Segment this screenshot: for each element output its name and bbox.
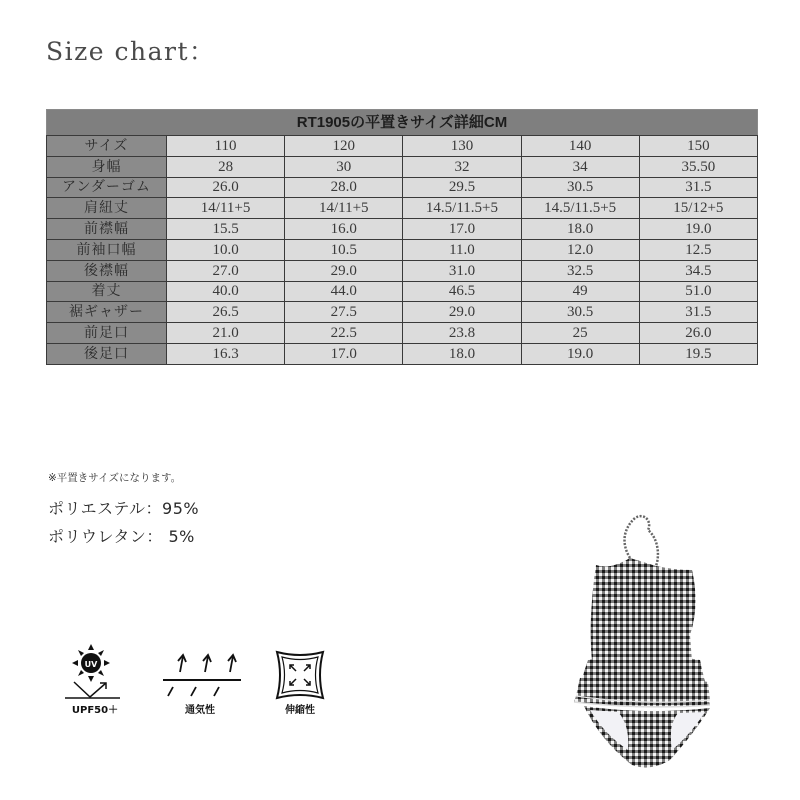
cell: 44.0 bbox=[285, 281, 403, 302]
feature-breathable bbox=[155, 640, 245, 720]
cell: 23.8 bbox=[403, 323, 521, 344]
row-label: 着丈 bbox=[47, 281, 167, 302]
row-label: 後襟幅 bbox=[47, 260, 167, 281]
material-polyester: ポリエステル：95% bbox=[48, 499, 200, 518]
cell: 16.0 bbox=[285, 219, 403, 240]
cell: 30.5 bbox=[521, 177, 639, 198]
cell: 28 bbox=[167, 156, 285, 177]
cell: 26.5 bbox=[167, 302, 285, 323]
cell: 14/11+5 bbox=[285, 198, 403, 219]
row-label: 前足口 bbox=[47, 323, 167, 344]
cell: 40.0 bbox=[167, 281, 285, 302]
cell: 15/12+5 bbox=[639, 198, 757, 219]
feature-uv bbox=[50, 640, 140, 720]
cell: 29.5 bbox=[403, 177, 521, 198]
feature-stretch bbox=[255, 640, 345, 720]
cell: 27.5 bbox=[285, 302, 403, 323]
cell: 14.5/11.5+5 bbox=[403, 198, 521, 219]
cell: 22.5 bbox=[285, 323, 403, 344]
cell: 46.5 bbox=[403, 281, 521, 302]
row-label: アンダーゴム bbox=[47, 177, 167, 198]
size-header: 150 bbox=[639, 136, 757, 157]
row-label: 後足口 bbox=[47, 343, 167, 364]
feature-label: 通気性 bbox=[185, 705, 215, 716]
table-row bbox=[47, 343, 758, 364]
cell: 26.0 bbox=[167, 177, 285, 198]
cell: 25 bbox=[521, 323, 639, 344]
cell: 29.0 bbox=[285, 260, 403, 281]
cell: 28.0 bbox=[285, 177, 403, 198]
cell: 12.0 bbox=[521, 239, 639, 260]
cell: 30.5 bbox=[521, 302, 639, 323]
cell: 17.0 bbox=[285, 343, 403, 364]
cell: 11.0 bbox=[403, 239, 521, 260]
page-title: Size chart： bbox=[46, 37, 216, 66]
size-header: 120 bbox=[285, 136, 403, 157]
svg-text:UV: UV bbox=[84, 660, 98, 669]
cell: 31.0 bbox=[403, 260, 521, 281]
cell: 34.5 bbox=[639, 260, 757, 281]
row-label: サイズ bbox=[47, 136, 167, 157]
stretch-square-icon bbox=[255, 640, 345, 702]
size-header: 130 bbox=[403, 136, 521, 157]
feature-label: UPF50＋ bbox=[71, 705, 119, 716]
cell: 17.0 bbox=[403, 219, 521, 240]
cell: 34 bbox=[521, 156, 639, 177]
table-header-row bbox=[47, 136, 758, 157]
table-caption: RT1905の平置きサイズ詳細CM bbox=[47, 110, 758, 136]
size-header: 140 bbox=[521, 136, 639, 157]
cell: 19.0 bbox=[639, 219, 757, 240]
cell: 21.0 bbox=[167, 323, 285, 344]
cell: 31.5 bbox=[639, 177, 757, 198]
cell: 14.5/11.5+5 bbox=[521, 198, 639, 219]
cell: 51.0 bbox=[639, 281, 757, 302]
cell: 19.5 bbox=[639, 343, 757, 364]
breathable-arrows-icon bbox=[155, 640, 245, 702]
row-label: 前袖口幅 bbox=[47, 239, 167, 260]
row-label: 前襟幅 bbox=[47, 219, 167, 240]
cell: 31.5 bbox=[639, 302, 757, 323]
table-row bbox=[47, 239, 758, 260]
table-row bbox=[47, 198, 758, 219]
cell: 16.3 bbox=[167, 343, 285, 364]
cell: 12.5 bbox=[639, 239, 757, 260]
row-label: 身幅 bbox=[47, 156, 167, 177]
cell: 49 bbox=[521, 281, 639, 302]
table-row bbox=[47, 177, 758, 198]
cell: 10.0 bbox=[167, 239, 285, 260]
table-row bbox=[47, 260, 758, 281]
cell: 32 bbox=[403, 156, 521, 177]
cell: 27.0 bbox=[167, 260, 285, 281]
feature-label: 伸縮性 bbox=[285, 705, 315, 716]
gingham-swimsuit-image bbox=[560, 510, 720, 780]
cell: 35.50 bbox=[639, 156, 757, 177]
size-table bbox=[46, 109, 758, 365]
uv-sun-icon bbox=[50, 640, 140, 702]
row-label: 裾ギャザー bbox=[47, 302, 167, 323]
table-row bbox=[47, 156, 758, 177]
cell: 10.5 bbox=[285, 239, 403, 260]
cell: 26.0 bbox=[639, 323, 757, 344]
cell: 29.0 bbox=[403, 302, 521, 323]
flat-measurement-note: ※平置きサイズになります。 bbox=[48, 472, 182, 484]
cell: 19.0 bbox=[521, 343, 639, 364]
table-row bbox=[47, 323, 758, 344]
size-header: 110 bbox=[167, 136, 285, 157]
row-label: 肩紐丈 bbox=[47, 198, 167, 219]
cell: 30 bbox=[285, 156, 403, 177]
table-row bbox=[47, 302, 758, 323]
cell: 32.5 bbox=[521, 260, 639, 281]
table-row bbox=[47, 219, 758, 240]
cell: 18.0 bbox=[521, 219, 639, 240]
cell: 14/11+5 bbox=[167, 198, 285, 219]
cell: 15.5 bbox=[167, 219, 285, 240]
table-row bbox=[47, 281, 758, 302]
cell: 18.0 bbox=[403, 343, 521, 364]
material-polyurethane: ポリウレタン： 5% bbox=[48, 527, 195, 546]
